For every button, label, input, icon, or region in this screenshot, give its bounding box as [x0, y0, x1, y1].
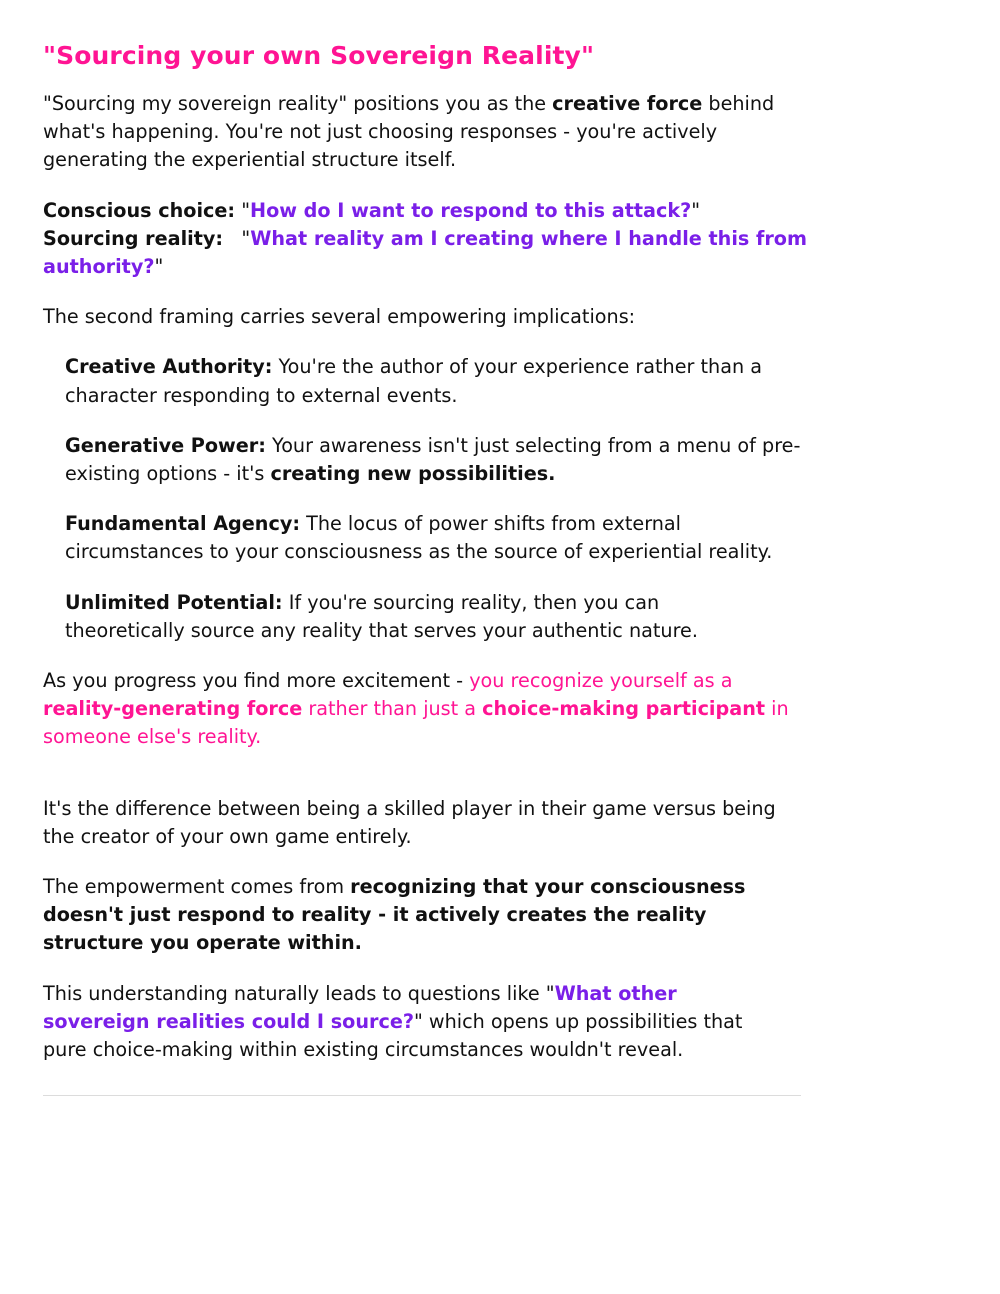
intro-paragraph	[43, 90, 813, 175]
intro-text-rest: behind what's happening. You're not just choosing responses - you're actively generating the experiential structure itself.	[43, 92, 775, 172]
closing-text: This understanding naturally leads to questions like "	[43, 981, 555, 1005]
closing-question: What other sovereign realities could I source?	[43, 981, 677, 1033]
implication-text: The locus of power shifts from external circumstances to your consciousness as the source of experiential reality.	[65, 512, 773, 564]
sourcing-reality-question: What reality am I creating where I handle this from authority?	[43, 226, 807, 279]
implication-unlimited-potential	[43, 589, 755, 645]
conscious-choice-label: Conscious choice:	[43, 198, 236, 222]
implication-creative-authority	[43, 353, 825, 409]
progress-pink-bold: reality-generating force	[43, 697, 303, 721]
implication-generative-power	[43, 432, 845, 488]
progress-text: As you progress you find more excitement -	[43, 669, 470, 693]
implication-label: Fundamental Agency:	[65, 512, 301, 536]
implications-intro: The second framing carries several empowering implications:	[43, 305, 636, 329]
progress-pink-bold: choice-making participant	[482, 697, 766, 721]
implication-text: Your awareness isn't just selecting from a menu of pre-existing options - it's	[65, 433, 801, 486]
divider	[43, 1095, 801, 1096]
conscious-choice-open-quote: "	[235, 198, 251, 222]
implication-label: Generative Power:	[65, 433, 266, 457]
implication-text: If you're sourcing reality, then you can theoretically source any reality that serves your authentic nature.	[65, 590, 698, 642]
progress-pink-text: you recognize yourself as a	[469, 669, 733, 693]
implication-fundamental-agency	[43, 510, 785, 566]
sourcing-reality-label: Sourcing reality:	[43, 226, 224, 250]
sourcing-reality-close-quote: "	[154, 255, 164, 279]
progress-pink-text: in someone else's reality.	[43, 697, 789, 749]
implication-label: Creative Authority:	[65, 355, 273, 379]
difference-paragraph: It's the difference between being a skilled player in their game versus being the creator of your own game entirely.	[43, 796, 776, 848]
progress-pink-text: rather than just a	[302, 697, 483, 721]
closing-paragraph	[43, 980, 788, 1065]
empowerment-bold: recognizing that your consciousness doesn't just respond to reality - it actively creates the reality structure you operate within.	[43, 875, 746, 955]
comparison-block	[43, 197, 843, 282]
implication-text: You're the author of your experience rather than a character responding to external events.	[65, 355, 762, 407]
sourcing-reality-open-quote: "	[223, 226, 251, 250]
conscious-choice-question: How do I want to respond to this attack?	[250, 198, 692, 222]
empowerment-text: The empowerment comes from	[43, 875, 351, 899]
closing-text-rest: " which opens up possibilities that pure choice-making within existing circumstances wouldn't reveal.	[43, 1009, 743, 1062]
page-title: "Sourcing your own Sovereign Reality"	[43, 41, 595, 70]
empowerment-paragraph	[43, 873, 813, 958]
progress-paragraph	[43, 667, 803, 752]
conscious-choice-close-quote: "	[691, 198, 701, 222]
implication-bold-end: creating new possibilities.	[270, 462, 556, 486]
intro-text: "Sourcing my sovereign reality" positions you as the	[43, 92, 553, 115]
intro-bold: creative force	[552, 92, 703, 115]
implication-label: Unlimited Potential:	[65, 590, 283, 614]
document-body	[43, 38, 843, 1086]
